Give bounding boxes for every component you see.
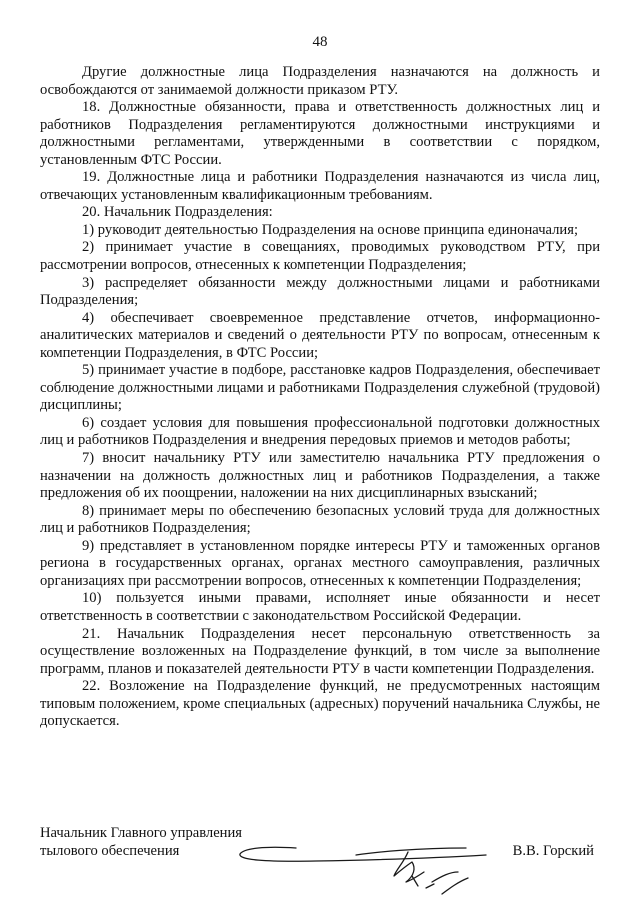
paragraph-18: 18. Должностные обязанности, права и ответственность должностных лиц и работников Подразделения регламентируются должностными инструкциями и должностными регламентами, утвержденными в соответствии с порядком, установленным ФТС России. <box>40 99 600 168</box>
list-item-10: 10) пользуется иными правами, исполняет иные обязанности и несет ответственность в соответствии с законодательством Российской Федерации. <box>40 590 600 624</box>
page-number: 48 <box>312 34 328 50</box>
list-item-2: 2) принимает участие в совещаниях, проводимых руководством РТУ, при рассмотрении вопросов, отнесенных к компетенции Подразделения; <box>40 239 600 274</box>
paragraph-intro: Другие должностные лица Подразделения назначаются на должность и освобождаются от занимаемой должности приказом РТУ. <box>40 64 600 98</box>
list-item-5: 5) принимает участие в подборе, расстановке кадров Подразделения, обеспечивает соблюдение должностными лицами и работниками Подразделения служебной (трудовой) дисциплины; <box>40 362 600 414</box>
list-item-4: 4) обеспечивает своевременное представление отчетов, информационно-аналитических материалов и сведений о деятельности РТУ по вопросам, отнесенным к компетенции Подразделения, в ФТС России; <box>40 309 600 361</box>
document-body <box>40 64 600 731</box>
paragraph-21: 21. Начальник Подразделения несет персональную ответственность за осуществление возложенных на Подразделение функций, в том числе за выполнение программ, планов и показателей деятельности РТУ в части компетенции Подразделения. <box>40 625 600 677</box>
paragraph-19: 19. Должностные лица и работники Подразделения назначаются из числа лиц, отвечающих установленным квалификационным требованиям. <box>40 169 600 203</box>
list-item-7: 7) вносит начальнику РТУ или заместителю начальника РТУ предложения о назначении на должность должностных лиц и работников Подразделения, а также предложения об их поощрении, наложении на них дисциплинарных взысканий; <box>40 450 600 502</box>
signatory-title-line2: тылового обеспечения <box>40 843 180 859</box>
list-item-6: 6) создает условия для повышения профессиональной подготовки должностных лиц и работников Подразделения и внедрения передовых приемов и методов работы; <box>40 414 600 449</box>
signature-block <box>40 824 600 860</box>
list-item-9: 9) представляет в установленном порядке интересы РТУ и таможенных органов региона в государственных органах, органах местного самоуправления, различных организациях при рассмотрении вопросов, отнесенных к компетенции Подразделения; <box>40 537 600 589</box>
paragraph-22: 22. Возложение на Подразделение функций, не предусмотренных настоящим типовым положением, кроме специальных (адресных) поручений начальника Службы, не допускается. <box>40 678 600 730</box>
list-item-3: 3) распределяет обязанности между должностными лицами и работниками Подразделения; <box>40 274 600 309</box>
handwritten-signature <box>236 842 496 904</box>
signatory-name: В.В. Горский <box>512 843 594 859</box>
list-item-1: 1) руководит деятельностью Подразделения на основе принципа единоначалия; <box>82 221 579 238</box>
signatory-title-line1: Начальник Главного управления <box>40 825 243 841</box>
list-item-8: 8) принимает меры по обеспечению безопасных условий труда для должностных лиц и работников Подразделения; <box>40 502 600 537</box>
paragraph-20: 20. Начальник Подразделения: <box>82 204 273 221</box>
